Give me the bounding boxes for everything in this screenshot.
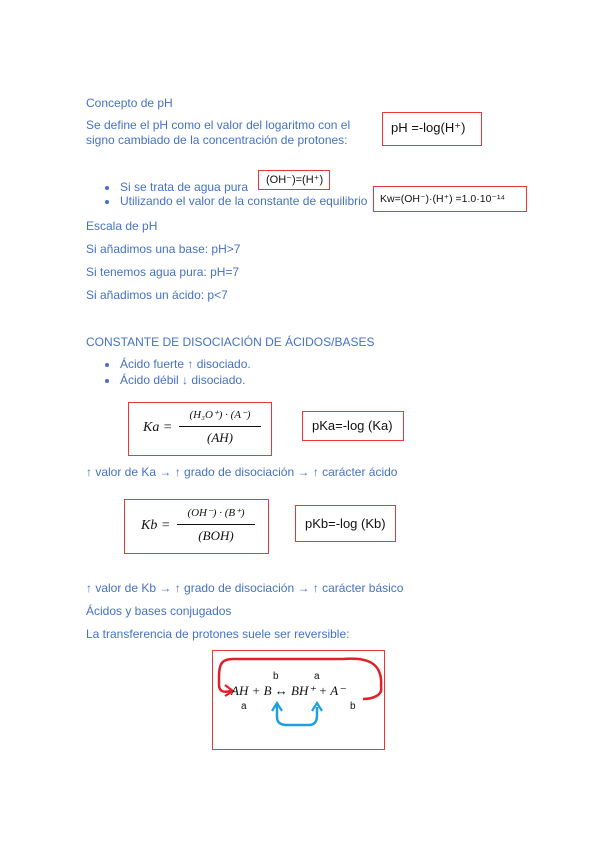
kw-formula-box — [373, 186, 527, 212]
label-a-acid: a — [241, 701, 247, 712]
label-a-conjugate-acid: a — [314, 671, 320, 682]
label-b-base: b — [273, 671, 279, 682]
bullet-icon — [105, 200, 109, 204]
bullet-strong-acid: Ácido fuerte ↑ disociado. — [120, 357, 251, 371]
conjugate-equation-box — [212, 650, 385, 750]
red-arrow-tail — [363, 687, 381, 699]
ka-lhs: Ka = — [143, 420, 173, 435]
section-title-constants: CONSTANTE DE DISOCIACIÓN DE ÁCIDOS/BASES — [86, 335, 375, 349]
scale-acid: Si añadimos un ácido: p<7 — [86, 288, 228, 302]
kb-note: ↑ valor de Kb → ↑ grado de disociación → ↑ carácter básico — [86, 581, 404, 595]
blue-proton-arrow — [277, 705, 317, 725]
water-equality-box — [258, 170, 330, 190]
scale-base: Si añadimos una base: pH>7 — [86, 242, 241, 256]
ka-formula-box — [128, 402, 272, 456]
pkb-formula: pKb=-log (Kb) — [305, 516, 386, 531]
kb-lhs: Kb = — [141, 518, 171, 533]
label-b-conjugate-base: b — [350, 701, 356, 712]
pkb-box — [295, 505, 396, 542]
kw-formula: Kw=(OH⁻)·(H⁺) =1.0·10⁻¹⁴ — [380, 193, 505, 205]
ka-fraction-line — [179, 426, 261, 427]
ka-note: ↑ valor de Ka → ↑ grado de disociación → ↑ carácter ácido — [86, 465, 398, 479]
ph-definition-line1: Se define el pH como el valor del logaritmo con el — [86, 118, 351, 132]
ka-numerator: (H₃O⁺) · (A⁻) — [189, 409, 251, 421]
pka-box — [302, 411, 404, 441]
water-equality: (OH⁻)=(H⁺) — [266, 174, 324, 186]
bullet-equilibrium-constant: Utilizando el valor de la constante de equilibrio — [120, 194, 368, 208]
conjugate-equation: AH + B ↔ BH⁺ + A⁻ — [231, 683, 346, 698]
bullet-icon — [105, 379, 109, 383]
section-title-conjugates: Ácidos y bases conjugados — [86, 604, 232, 618]
bullet-pure-water: Si se trata de agua pura — [120, 180, 249, 194]
bullet-icon — [105, 186, 109, 190]
proton-transfer-line: La transferencia de protones suele ser reversible: — [86, 627, 350, 641]
kb-formula-box — [124, 499, 269, 554]
section-title-ph: Concepto de pH — [86, 96, 173, 110]
scale-water: Si tenemos agua pura: pH=7 — [86, 265, 240, 279]
ka-denominator: (AH) — [207, 430, 233, 445]
scale-title: Escala de pH — [86, 219, 158, 233]
bullet-weak-acid: Ácido débil ↓ disociado. — [120, 373, 246, 387]
kb-numerator: (OH⁻) · (B⁺) — [187, 507, 245, 519]
ph-formula: pH =-log(H⁺) — [391, 120, 466, 135]
pka-formula: pKa=-log (Ka) — [312, 418, 393, 433]
kb-fraction-line — [177, 524, 255, 525]
ph-formula-box — [382, 112, 482, 146]
kb-denominator: (BOH) — [198, 528, 234, 543]
ph-definition-line2: signo cambiado de la concentración de protones: — [86, 133, 348, 147]
bullet-icon — [105, 363, 109, 367]
conjugate-arrows — [213, 651, 386, 751]
